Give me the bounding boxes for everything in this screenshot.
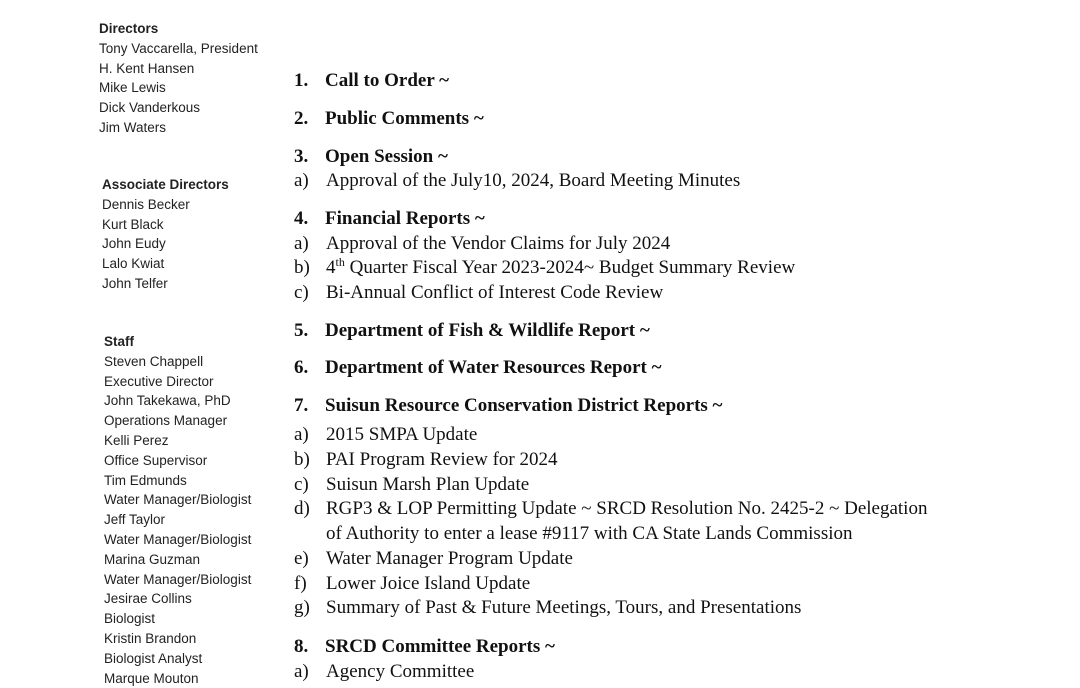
sub-text: Bi-Annual Conflict of Interest Code Review: [326, 282, 664, 303]
staff-line: Tim Edmunds: [104, 472, 187, 488]
subitem-3a: [294, 170, 740, 192]
subitem-7e: [294, 548, 573, 570]
sub-text: Approval of the Vendor Claims for July 2024: [326, 233, 671, 254]
item-number: 3.: [294, 146, 309, 167]
director-name: Dick Vanderkous: [99, 100, 201, 116]
item-title: SRCD Committee Reports ~: [325, 636, 555, 657]
sub-letter: d): [294, 498, 310, 519]
item-title: Open Session ~: [325, 146, 448, 167]
item-number: 6.: [294, 357, 309, 378]
sub-letter: c): [294, 474, 309, 495]
sub-text: Lower Joice Island Update: [326, 573, 531, 594]
staff-line: Water Manager/Biologist: [104, 492, 252, 508]
ordinal-suffix: th: [335, 255, 345, 269]
item-number: 4.: [294, 208, 309, 229]
associate-director-name: Dennis Becker: [102, 196, 190, 212]
subitem-8a: [294, 661, 474, 683]
staff-line: Kristin Brandon: [104, 630, 197, 646]
associate-director-name: Lalo Kwiat: [102, 256, 165, 272]
sub-text: PAI Program Review for 2024: [326, 449, 558, 470]
subitem-7a: [294, 424, 477, 446]
sub-text: Agency Committee: [326, 661, 475, 682]
agenda-item-financial-reports: [294, 208, 485, 230]
staff-line: John Takekawa, PhD: [104, 393, 231, 409]
sub-letter: a): [294, 424, 309, 445]
item-number: 5.: [294, 320, 309, 341]
sub-text: Quarter Fiscal Year 2023-2024~ Budget Summary Review: [344, 257, 796, 278]
staff-group: [104, 332, 251, 688]
item-title: Department of Fish & Wildlife Report ~: [325, 320, 650, 341]
associate-director-name: Kurt Black: [102, 216, 164, 232]
agenda-item-open-session: [294, 146, 448, 168]
item-number: 7.: [294, 395, 309, 416]
associate-director-name: John Eudy: [102, 236, 166, 252]
sub-text: RGP3 & LOP Permitting Update ~ SRCD Resolution No. 2425-2 ~ Delegation: [326, 498, 928, 519]
sub-text: 2015 SMPA Update: [326, 424, 478, 445]
subitem-7g: [294, 597, 801, 619]
staff-line: Office Supervisor: [104, 452, 208, 468]
sub-letter: a): [294, 233, 309, 254]
directors-heading: Directors: [99, 21, 159, 36]
sub-text: Approval of the July10, 2024, Board Meeting Minutes: [326, 170, 741, 191]
subitem-7b: [294, 449, 558, 471]
staff-line: Biologist: [104, 611, 156, 627]
staff-line: Jesirae Collins: [104, 591, 192, 607]
staff-line: Water Manager/Biologist: [104, 531, 252, 547]
item-title: Public Comments ~: [325, 108, 484, 129]
staff-line: Kelli Perez: [104, 432, 169, 448]
director-name: Jim Waters: [99, 119, 166, 135]
sub-text: Suisun Marsh Plan Update: [326, 474, 530, 495]
staff-line: Water Manager/Biologist: [104, 571, 252, 587]
director-name: Tony Vaccarella, President: [99, 40, 258, 56]
subitem-4c: [294, 282, 663, 304]
agenda-item-srcd-reports: [294, 395, 722, 417]
item-number: 1.: [294, 70, 309, 91]
sub-text: Water Manager Program Update: [326, 548, 573, 569]
subitem-7d-continuation: of Authority to enter a lease #9117 with CA State Lands Commission: [326, 523, 853, 544]
staff-heading: Staff: [104, 334, 134, 349]
sub-letter: b): [294, 449, 310, 470]
staff-line: Executive Director: [104, 373, 214, 389]
agenda-item-call-to-order: [294, 70, 449, 92]
agenda-item-committee-reports: [294, 636, 555, 658]
agenda-item-public-comments: [294, 108, 484, 130]
item-title: Department of Water Resources Report ~: [325, 357, 662, 378]
associate-directors-heading: Associate Directors: [102, 177, 229, 192]
staff-line: Operations Manager: [104, 413, 228, 429]
item-number: 2.: [294, 108, 309, 129]
staff-line: Marque Mouton: [104, 670, 199, 686]
subitem-4b: [294, 257, 795, 279]
sub-letter: g): [294, 597, 310, 618]
subitem-7f: [294, 573, 530, 595]
sub-letter: e): [294, 548, 309, 569]
sub-letter: c): [294, 282, 309, 303]
sub-letter: f): [294, 573, 307, 594]
director-name: H. Kent Hansen: [99, 60, 195, 76]
staff-line: Biologist Analyst: [104, 650, 203, 666]
sub-letter: a): [294, 661, 309, 682]
item-number: 8.: [294, 636, 309, 657]
directors-group: [99, 19, 258, 138]
item-title: Call to Order ~: [325, 70, 450, 91]
sub-letter: b): [294, 257, 310, 278]
item-title: Suisun Resource Conservation District Reports ~: [325, 395, 723, 416]
associate-director-name: John Telfer: [102, 275, 168, 291]
staff-line: Steven Chappell: [104, 353, 204, 369]
staff-line: Marina Guzman: [104, 551, 201, 567]
item-title: Financial Reports ~: [325, 208, 485, 229]
agenda-item-fish-wildlife-report: [294, 320, 650, 342]
subitem-7d: [294, 498, 927, 520]
sub-letter: a): [294, 170, 309, 191]
subitem-7c: [294, 474, 529, 496]
staff-line: Jeff Taylor: [104, 512, 166, 528]
sub-text: Summary of Past & Future Meetings, Tours, and Presentations: [326, 597, 802, 618]
subitem-4a: [294, 233, 670, 255]
associate-directors-group: [102, 175, 229, 294]
director-name: Mike Lewis: [99, 80, 166, 96]
agenda-item-water-resources-report: [294, 357, 662, 379]
sub-text-number: 4: [326, 257, 336, 278]
